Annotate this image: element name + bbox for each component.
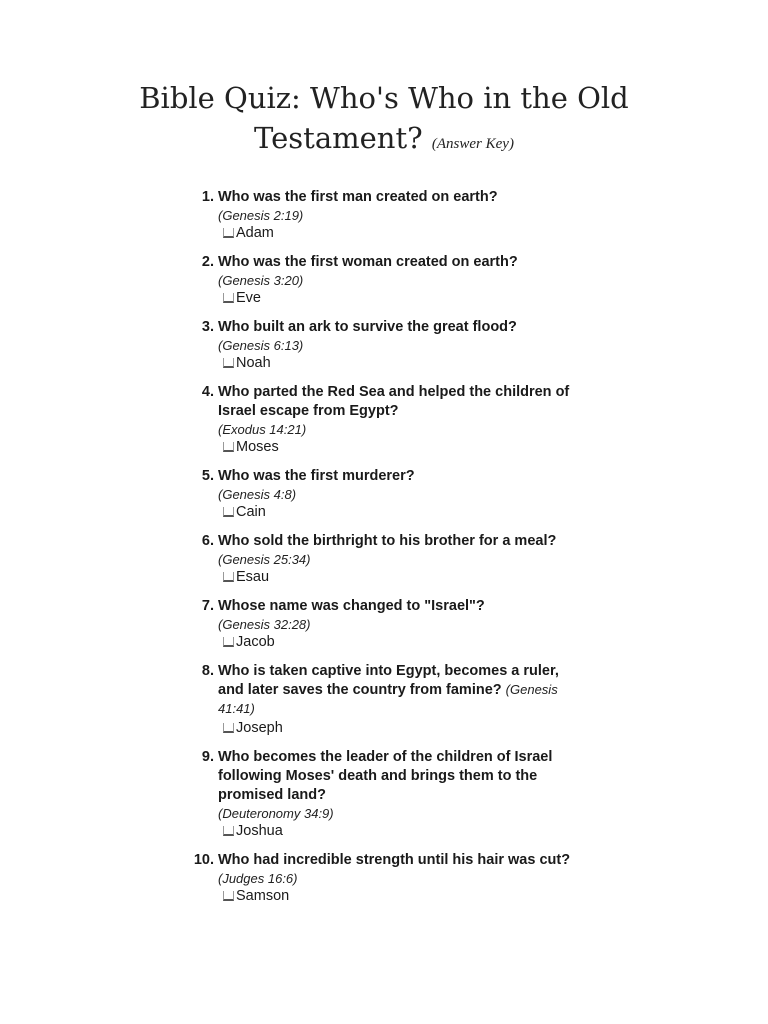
question-text: Whose name was changed to "Israel"? xyxy=(218,598,485,614)
checkbox-icon xyxy=(223,572,234,582)
checkbox-icon xyxy=(223,293,234,303)
question-text: Who was the first murderer? xyxy=(218,468,415,484)
question-number: 6. xyxy=(201,533,214,549)
scripture-reference: (Judges 16:6) xyxy=(218,871,298,886)
question-number: 9. xyxy=(201,749,214,765)
question-text: Who built an ark to survive the great flood? xyxy=(218,319,517,335)
answer-line xyxy=(223,719,582,738)
scripture-reference: (Genesis 25:34) xyxy=(218,552,311,567)
answer-text: Samson xyxy=(236,888,290,904)
checkbox-icon xyxy=(223,723,234,733)
answer-text: Adam xyxy=(236,225,274,241)
subtitle: (Answer Key) xyxy=(431,136,514,152)
answer-text: Cain xyxy=(236,504,266,520)
scripture-reference: (Genesis 3:20) xyxy=(218,273,304,288)
question-number: 10. xyxy=(193,852,214,868)
answer-line xyxy=(223,822,582,841)
question-text: Who sold the birthright to his brother for a meal? xyxy=(218,533,557,549)
checkbox-icon xyxy=(223,358,234,368)
answer-text: Joshua xyxy=(236,823,283,839)
answer-line xyxy=(223,354,582,373)
title-text: Bible Quiz: Who's Who in the Old Testament? xyxy=(139,81,629,155)
question-text: Who was the first woman created on earth? xyxy=(218,254,518,270)
question-text xyxy=(218,662,582,719)
scripture-reference: (Exodus 14:21) xyxy=(218,422,307,437)
checkbox-icon xyxy=(223,637,234,647)
question-item-7 xyxy=(182,597,582,652)
checkbox-icon xyxy=(223,507,234,517)
question-item-6 xyxy=(182,532,582,587)
question-number: 2. xyxy=(201,254,214,270)
question-number: 8. xyxy=(201,663,214,679)
checkbox-icon xyxy=(223,442,234,452)
question-number: 7. xyxy=(201,598,214,614)
checkbox-icon xyxy=(223,891,234,901)
question-number: 3. xyxy=(201,319,214,335)
question-item-4 xyxy=(182,383,582,457)
checkbox-icon xyxy=(223,826,234,836)
question-list xyxy=(182,188,582,916)
question-text: Who had incredible strength until his hair was cut? xyxy=(218,852,571,868)
question-item-8 xyxy=(182,662,582,738)
question-text-content: Who is taken captive into Egypt, becomes a ruler, and later saves the country from famine? xyxy=(218,663,559,698)
question-item-5 xyxy=(182,467,582,522)
answer-text: Esau xyxy=(236,569,270,585)
answer-text: Jacob xyxy=(236,634,275,650)
answer-text: Joseph xyxy=(236,720,283,736)
question-text: Who was the first man created on earth? xyxy=(218,189,498,205)
question-item-10 xyxy=(182,851,582,906)
scripture-reference: (Genesis 41:41) xyxy=(218,682,558,716)
question-item-3 xyxy=(182,318,582,373)
question-item-9 xyxy=(182,748,582,841)
answer-line xyxy=(223,887,582,906)
scripture-reference: (Genesis 6:13) xyxy=(218,338,304,353)
answer-line xyxy=(223,289,582,308)
answer-line xyxy=(223,568,582,587)
page-title xyxy=(120,78,648,164)
answer-text: Eve xyxy=(236,290,261,306)
answer-line xyxy=(223,224,582,243)
question-number: 5. xyxy=(201,468,214,484)
question-text: Who becomes the leader of the children of Israel following Moses' death and brings them to the promised land? xyxy=(218,749,553,803)
answer-text: Noah xyxy=(236,355,271,371)
question-item-2 xyxy=(182,253,582,308)
answer-line xyxy=(223,438,582,457)
question-item-1 xyxy=(182,188,582,243)
scripture-reference: (Deuteronomy 34:9) xyxy=(218,806,334,821)
question-number: 1. xyxy=(201,189,214,205)
scripture-reference: (Genesis 32:28) xyxy=(218,617,311,632)
answer-line xyxy=(223,503,582,522)
question-text: Who parted the Red Sea and helped the children of Israel escape from Egypt? xyxy=(218,384,570,419)
answer-text: Moses xyxy=(236,439,279,455)
scripture-reference: (Genesis 2:19) xyxy=(218,208,304,223)
scripture-reference: (Genesis 4:8) xyxy=(218,487,297,502)
answer-line xyxy=(223,633,582,652)
question-number: 4. xyxy=(201,384,214,400)
checkbox-icon xyxy=(223,228,234,238)
